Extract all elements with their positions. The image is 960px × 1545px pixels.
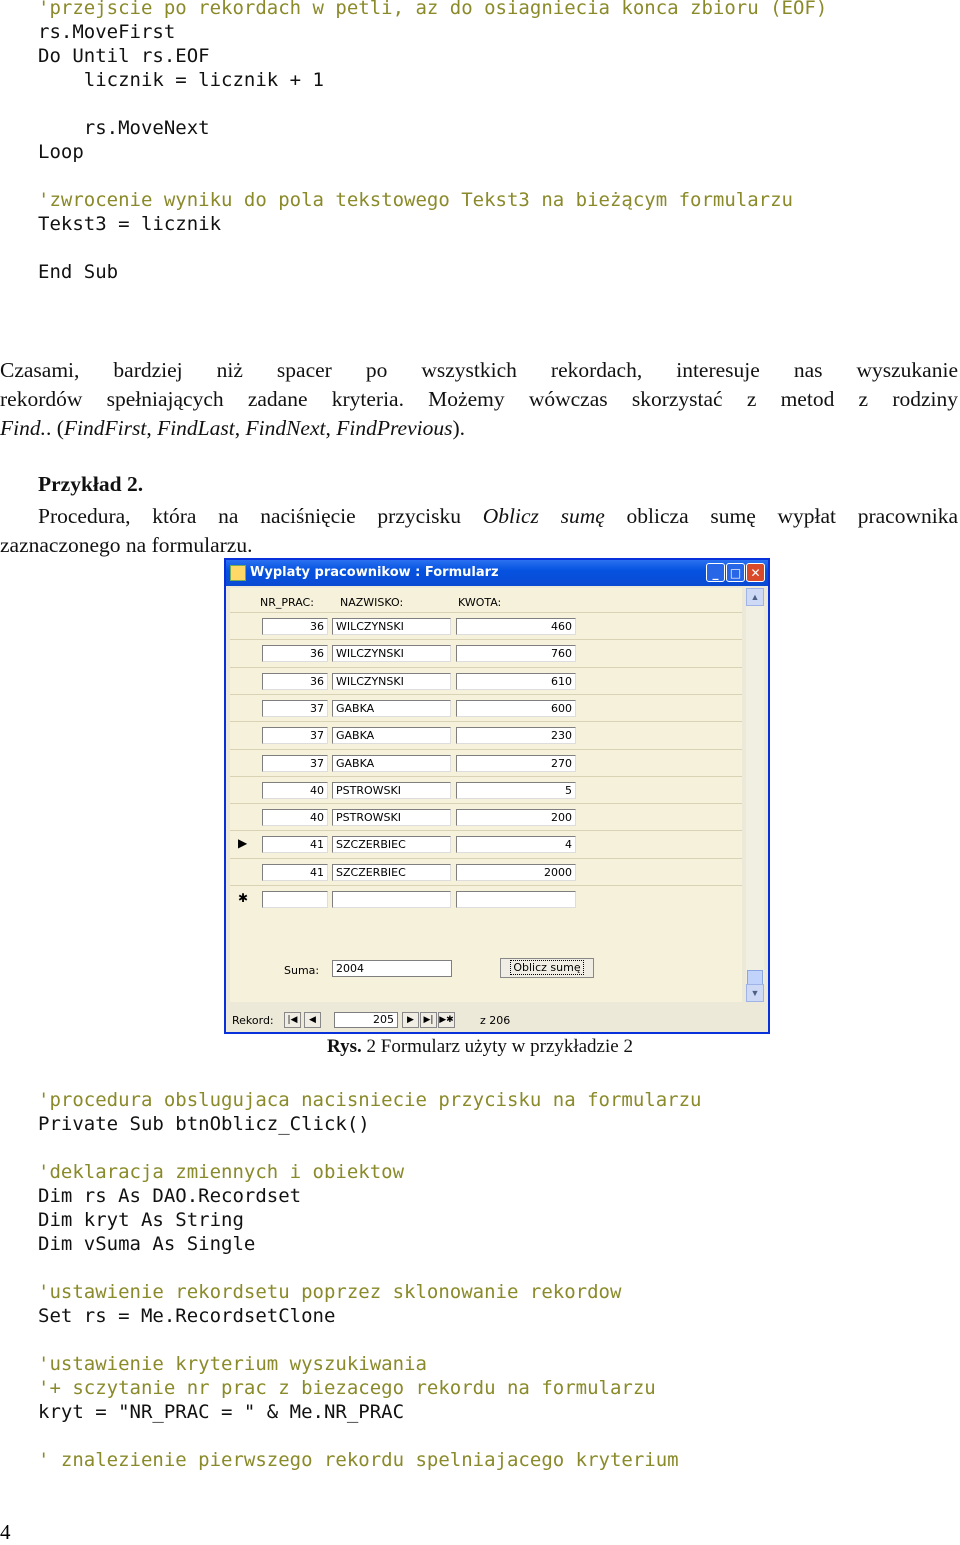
nazwisko-field[interactable]: PSTROWSKI [332, 809, 451, 826]
access-form-icon [230, 565, 246, 581]
table-row[interactable] [230, 885, 742, 913]
record-selector-icon[interactable]: ▶ [238, 836, 248, 851]
code-line: licznik = licznik + 1 [38, 69, 324, 91]
table-row[interactable] [230, 721, 742, 749]
column-header-kwota: KWOTA: [458, 596, 502, 609]
kwota-field[interactable]: 760 [456, 645, 576, 662]
first-record-icon[interactable]: |◀ [284, 1012, 301, 1028]
vertical-scrollbar[interactable] [746, 588, 764, 1002]
code-line: 'zwrocenie wyniku do pola tekstowego Tekst3 na bieżącym formularzu [38, 189, 793, 211]
nr-prac-field[interactable]: 40 [262, 782, 328, 799]
paragraph-find-methods [0, 356, 958, 443]
close-button[interactable]: ✕ [746, 563, 765, 582]
nazwisko-field[interactable]: GABKA [332, 727, 451, 744]
example-heading: Przykład 2. [38, 472, 144, 496]
form-body [230, 588, 742, 1002]
code-line: ' znalezienie pierwszego rekordu spelniajacego kryterium [38, 1449, 679, 1471]
nazwisko-field[interactable]: GABKA [332, 700, 451, 717]
nr-prac-field[interactable] [262, 891, 328, 908]
table-row[interactable] [230, 803, 742, 831]
column-header-nr-prac: NR_PRAC: [260, 596, 314, 609]
previous-record-icon[interactable]: ◀ [304, 1012, 321, 1028]
code-line: Dim rs As DAO.Recordset [38, 1185, 302, 1207]
table-row[interactable] [230, 830, 742, 858]
next-record-icon[interactable]: ▶ [402, 1012, 419, 1028]
code-line: '+ sczytanie nr prac z biezacego rekordu na formularzu [38, 1377, 656, 1399]
scroll-down-icon[interactable]: ▼ [746, 984, 764, 1002]
window-titlebar[interactable] [226, 560, 768, 586]
code-line: rs.MoveNext [38, 117, 210, 139]
table-row[interactable] [230, 858, 742, 886]
code-line: Private Sub btnOblicz_Click() [38, 1113, 370, 1135]
nazwisko-field[interactable]: WILCZYNSKI [332, 618, 451, 635]
nr-prac-field[interactable]: 37 [262, 727, 328, 744]
code-line: 'ustawienie rekordsetu poprzez sklonowanie rekordow [38, 1281, 622, 1303]
code-line: Dim vSuma As Single [38, 1233, 256, 1255]
code-line: kryt = "NR_PRAC = " & Me.NR_PRAC [38, 1401, 405, 1423]
table-row[interactable] [230, 749, 742, 777]
kwota-field[interactable]: 270 [456, 755, 576, 772]
code-line: Loop [38, 141, 84, 163]
table-row[interactable] [230, 694, 742, 722]
new-record-icon[interactable]: ▶✱ [438, 1012, 455, 1028]
nr-prac-field[interactable]: 41 [262, 864, 328, 881]
figure-caption: Rys. 2 Formularz użyty w przykładzie 2 [327, 1036, 633, 1057]
kwota-field[interactable] [456, 891, 576, 908]
kwota-field[interactable]: 460 [456, 618, 576, 635]
nazwisko-field[interactable]: SZCZERBIEC [332, 836, 451, 853]
code-line: rs.MoveFirst [38, 21, 176, 43]
record-number-field[interactable]: 205 [334, 1012, 398, 1028]
nr-prac-field[interactable]: 40 [262, 809, 328, 826]
kwota-field[interactable]: 5 [456, 782, 576, 799]
suma-label: Suma: [284, 964, 320, 977]
code-block-top [38, 0, 827, 284]
kwota-field[interactable]: 230 [456, 727, 576, 744]
para1-line2: rekordów spełniających zadane kryteria. Możemy wówczas skorzystać z metod z rodziny [0, 387, 958, 411]
kwota-field[interactable]: 4 [456, 836, 576, 853]
code-line: Tekst3 = licznik [38, 213, 222, 235]
kwota-field[interactable]: 2000 [456, 864, 576, 881]
code-line: 'ustawienie kryterium wyszukiwania [38, 1353, 427, 1375]
code-line: 'przejscie po rekordach w petli, az do osiagniecia konca zbioru (EOF) [38, 0, 828, 19]
minimize-button[interactable]: _ [706, 563, 725, 582]
nr-prac-field[interactable]: 36 [262, 618, 328, 635]
nr-prac-field[interactable]: 36 [262, 673, 328, 690]
nazwisko-field[interactable]: WILCZYNSKI [332, 645, 451, 662]
code-line: Dim kryt As String [38, 1209, 244, 1231]
code-line: Set rs = Me.RecordsetClone [38, 1305, 336, 1327]
nr-prac-field[interactable]: 36 [262, 645, 328, 662]
kwota-field[interactable]: 200 [456, 809, 576, 826]
nr-prac-field[interactable]: 41 [262, 836, 328, 853]
nazwisko-field[interactable] [332, 891, 451, 908]
form-window [224, 558, 770, 1034]
record-label: Rekord: [232, 1014, 274, 1027]
code-line: End Sub [38, 261, 119, 283]
para1-line1: Czasami, bardziej niż spacer po wszystkich rekordach, interesuje nas wyszukanie [0, 358, 958, 382]
para1-line3: Find.. (FindFirst, FindLast, FindNext, FindPrevious). [0, 416, 466, 440]
record-selector-icon[interactable]: ✱ [238, 891, 249, 905]
table-row[interactable] [230, 639, 742, 667]
last-record-icon[interactable]: ▶| [420, 1012, 437, 1028]
page-number: 4 [0, 1520, 11, 1544]
table-row[interactable] [230, 667, 742, 695]
maximize-button[interactable]: □ [726, 563, 745, 582]
scroll-up-icon[interactable]: ▲ [746, 588, 764, 606]
nazwisko-field[interactable]: SZCZERBIEC [332, 864, 451, 881]
code-block-bottom [38, 1088, 701, 1472]
code-line: 'deklaracja zmiennych i obiektow [38, 1161, 405, 1183]
example-description: Procedura, która na naciśnięcie przycisku Oblicz sumę oblicza sumę wypłat pracownika zaznaczonego na formularzu. [0, 504, 958, 557]
suma-field[interactable]: 2004 [332, 960, 452, 977]
window-title: Wyplaty pracownikow : Formularz [250, 565, 499, 580]
table-row[interactable] [230, 776, 742, 804]
nazwisko-field[interactable]: WILCZYNSKI [332, 673, 451, 690]
oblicz-sume-button[interactable]: Oblicz sumę [500, 958, 594, 978]
nr-prac-field[interactable]: 37 [262, 700, 328, 717]
nr-prac-field[interactable]: 37 [262, 755, 328, 772]
table-row[interactable] [230, 612, 742, 640]
kwota-field[interactable]: 600 [456, 700, 576, 717]
kwota-field[interactable]: 610 [456, 673, 576, 690]
record-count: z 206 [480, 1014, 511, 1027]
code-line: Do Until rs.EOF [38, 45, 210, 67]
record-navigator [230, 1010, 764, 1030]
nazwisko-field[interactable]: PSTROWSKI [332, 782, 451, 799]
column-header-nazwisko: NAZWISKO: [340, 596, 404, 609]
code-line: 'procedura obslugujaca nacisniecie przycisku na formularzu [38, 1089, 702, 1111]
nazwisko-field[interactable]: GABKA [332, 755, 451, 772]
